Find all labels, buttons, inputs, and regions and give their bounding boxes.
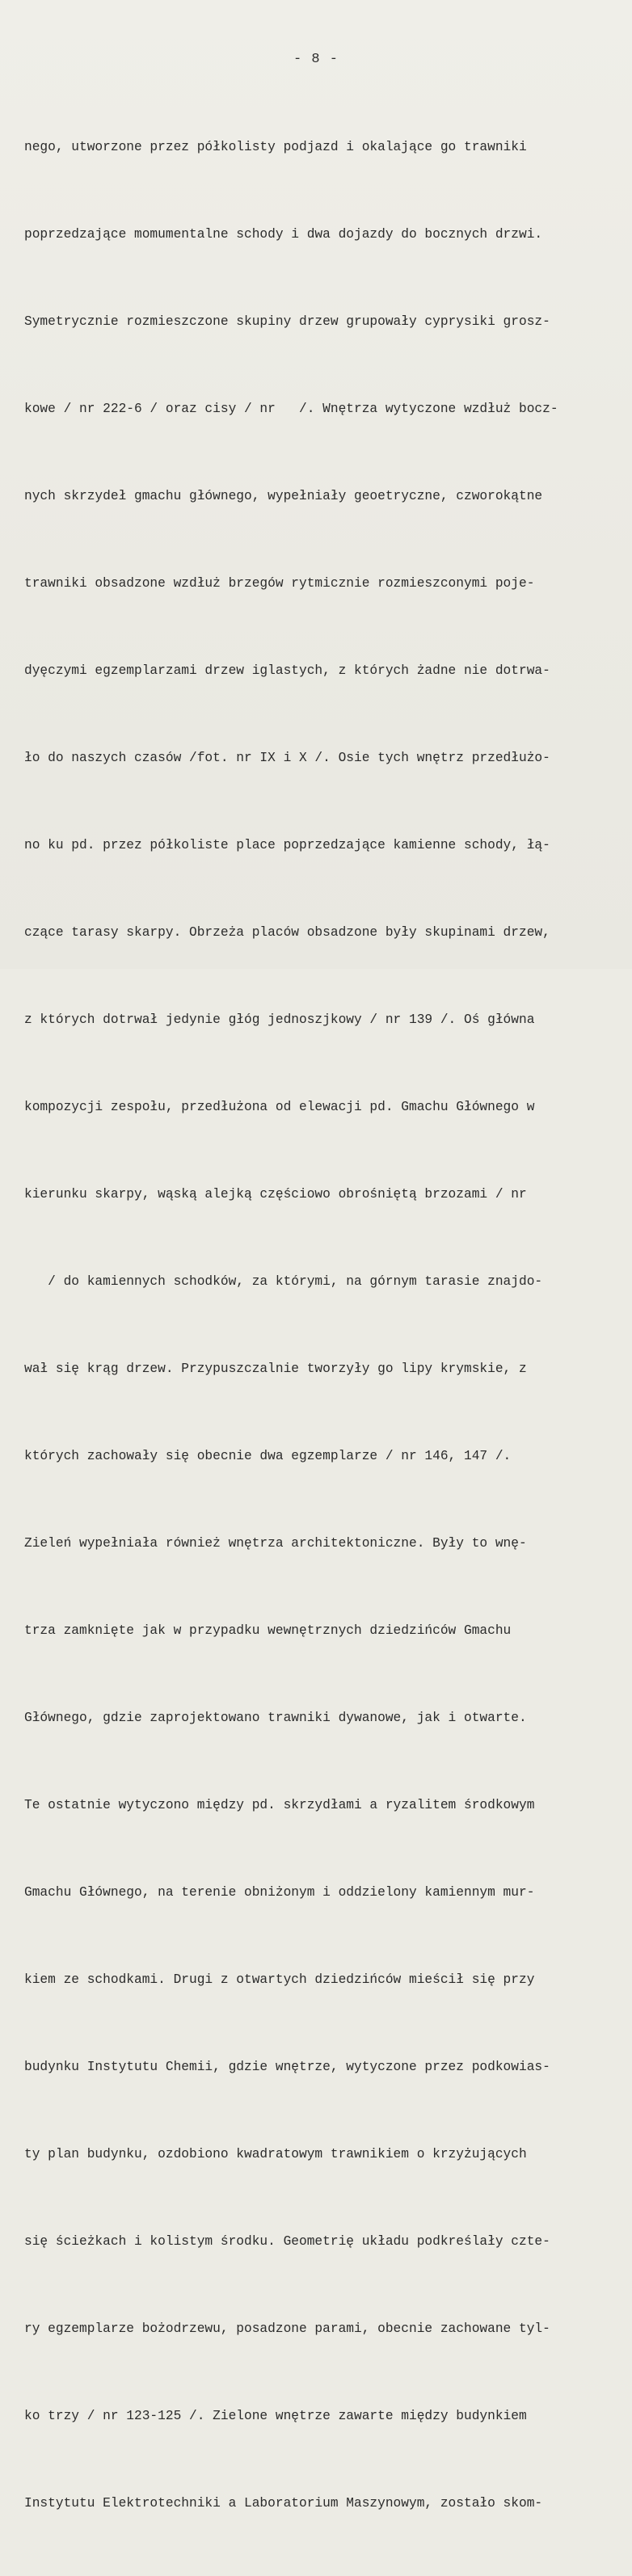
- text-line: Symetrycznie rozmieszczone skupiny drzew grupowały cyprysiki grosz-: [24, 314, 550, 329]
- text-line: dyęczymi egzemplarzami drzew iglastych, z których żadne nie dotrwa-: [24, 663, 550, 678]
- text-line: kiem ze schodkami. Drugi z otwartych dziedzińców mieścił się przy: [24, 1972, 535, 1987]
- text-line: Zieleń wypełniała również wnętrza architektoniczne. Były to wnę-: [24, 1536, 527, 1551]
- text-line: trza zamknięte jak w przypadku wewnętrznych dziedzińców Gmachu: [24, 1623, 512, 1638]
- text-line: których zachowały się obecnie dwa egzemplarze / nr 146, 147 /.: [24, 1449, 512, 1463]
- text-line: no ku pd. przez półkoliste place poprzedzające kamienne schody, łą-: [24, 838, 550, 852]
- text-line: wał się krąg drzew. Przypuszczalnie tworzyły go lipy krymskie, z: [24, 1362, 527, 1376]
- text-line: poprzedzające momumentalne schody i dwa dojazdy do bocznych drzwi.: [24, 227, 543, 242]
- text-line: ko trzy / nr 123-125 /. Zielone wnętrze zawarte między budynkiem: [24, 2409, 527, 2423]
- text-line: ło do naszych czasów /fot. nr IX i X /. Osie tych wnętrz przedłużo-: [24, 751, 550, 765]
- text-line: Te ostatnie wytyczono między pd. skrzydłami a ryzalitem środkowym: [24, 1798, 535, 1812]
- text-line: nego, utworzone przez półkolisty podjazd i okalające go trawniki: [24, 140, 527, 154]
- text-line: z których dotrwał jedynie głóg jednoszjkowy / nr 139 /. Oś główna: [24, 1012, 535, 1027]
- text-line: się ścieżkach i kolistym środku. Geometrię układu podkreślały czte-: [24, 2234, 550, 2249]
- text-line: Instytutu Elektrotechniki a Laboratorium Maszynowym, zostało skom-: [24, 2496, 543, 2511]
- text-line: ty plan budynku, ozdobiono kwadratowym trawnikiem o krzyżujących: [24, 2147, 527, 2161]
- text-line: kierunku skarpy, wąską alejką częściowo obrośniętą brzozami / nr: [24, 1187, 527, 1202]
- text-line: trawniki obsadzone wzdłuż brzegów rytmicznie rozmieszconymi poje-: [24, 576, 535, 591]
- text-line: ry egzemplarze bożodrzewu, posadzone parami, obecnie zachowane tyl-: [24, 2321, 550, 2336]
- text-line: czące tarasy skarpy. Obrzeża placów obsadzone były skupinami drzew,: [24, 925, 550, 940]
- text-line: kowe / nr 222-6 / oraz cisy / nr /. Wnętrza wytyczone wzdłuż bocz-: [24, 402, 558, 416]
- text-line: / do kamiennych schodków, za którymi, na górnym tarasie znajdo-: [24, 1274, 543, 1289]
- text-line: Gmachu Głównego, na terenie obniżonym i oddzielony kamiennym mur-: [24, 1885, 535, 1900]
- page-number: - 8 -: [293, 52, 339, 67]
- text-line: Głównego, gdzie zaprojektowano trawniki dywanowe, jak i otwarte.: [24, 1711, 527, 1725]
- text-line: budynku Instytutu Chemii, gdzie wnętrze, wytyczone przez podkowias-: [24, 2060, 550, 2074]
- text-line: nych skrzydeł gmachu głównego, wypełniały geoetryczne, czworokątne: [24, 489, 543, 503]
- body-text: [24, 74, 606, 2576]
- text-line: kompozycji zespołu, przedłużona od elewacji pd. Gmachu Głównego w: [24, 1100, 535, 1114]
